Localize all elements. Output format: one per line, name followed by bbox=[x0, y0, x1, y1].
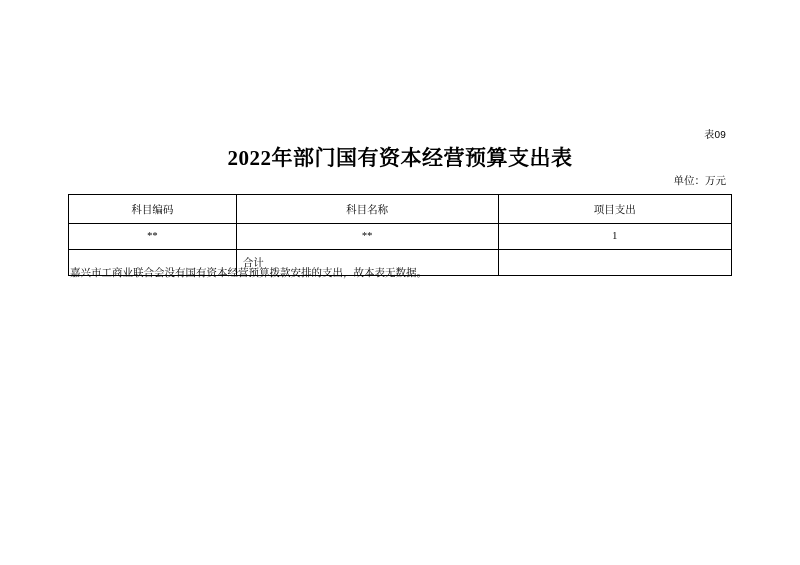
table-row bbox=[69, 224, 732, 250]
column-header-amount: 项目支出 bbox=[498, 195, 731, 224]
column-header-code: 科目编码 bbox=[69, 195, 237, 224]
budget-table bbox=[68, 194, 732, 276]
page-title: 2022年部门国有资本经营预算支出表 bbox=[227, 146, 573, 170]
unit-note: 单位：万元 bbox=[673, 176, 726, 187]
cell-code: ** bbox=[69, 224, 237, 250]
footnote: 嘉兴市工商业联合会没有国有资本经营预算拨款安排的支出，故本表无数据。 bbox=[70, 268, 427, 279]
cell-amount: 1 bbox=[498, 224, 731, 250]
sheet-number: 表09 bbox=[704, 130, 726, 141]
cell-name: ** bbox=[236, 224, 498, 250]
budget-table-wrapper bbox=[68, 194, 732, 276]
cell-name: 合计 bbox=[236, 250, 498, 276]
column-header-name: 科目名称 bbox=[236, 195, 498, 224]
table-header-row bbox=[69, 195, 732, 224]
